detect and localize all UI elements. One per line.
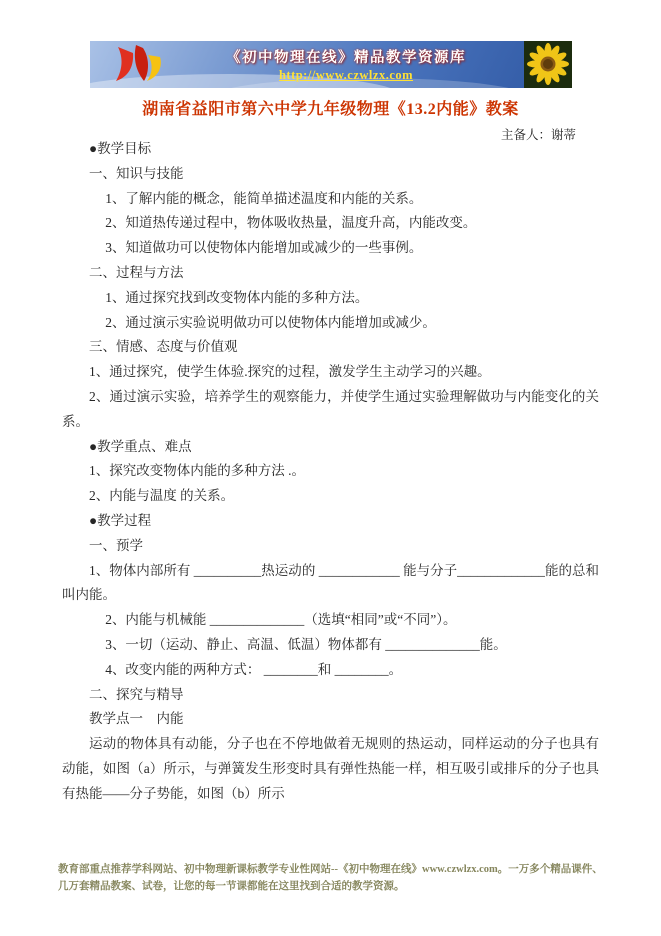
banner-site-url[interactable]: http://www.czwlzx.com [278, 68, 414, 82]
paragraph: 运动的物体具有动能，分子也在不停地做着无规则的热运动，同样运动的分子也具有动能，如图（a）所示，与弹簧发生形变时具有弹性热能一样，相互吸引或排斥的分子也具有热能――分子势能，如图（b）所示 [62, 736, 599, 801]
list-item: 2、通过演示实验，培养学生的观察能力，并使学生通过实验理解做功与内能变化的关系。 [62, 388, 599, 429]
document-body [62, 137, 599, 807]
site-banner [90, 41, 572, 88]
list-item: 1、通过探究找到改变物体内能的多种方法。 [105, 289, 369, 305]
fill-blank-item: 3、一切（运动、静止、高温、低温）物体都有 ______________能。 [105, 636, 507, 652]
fill-blank-item: 2、内能与机械能 ______________（选填“相同”或“不同”）。 [105, 612, 457, 628]
document-title: 湖南省益阳市第六中学九年级物理《13.2内能》教案 [142, 101, 519, 118]
list-item: 1、通过探究，使学生体验.探究的过程，激发学生主动学习的兴趣。 [89, 364, 491, 380]
list-item: 2、通过演示实验说明做功可以使物体内能增加或减少。 [105, 314, 436, 330]
banner-text-block [174, 41, 518, 88]
banner-site-title: 《初中物理在线》精品教学资源库 [226, 50, 466, 66]
list-item: 1、探究改变物体内能的多种方法 .。 [89, 463, 305, 479]
list-item: 1、了解内能的概念，能简单描述温度和内能的关系。 [105, 190, 423, 206]
site-logo-icon [110, 43, 166, 87]
fill-blank-item: 4、改变内能的两种方式： ________和 ________。 [105, 661, 403, 677]
section-heading: ●教学重点、难点 [89, 438, 192, 454]
sub-heading: 一、知识与技能 [89, 165, 184, 181]
sub-heading: 三、情感、态度与价值观 [89, 339, 238, 355]
author-line: 主备人：谢蒂 [500, 128, 576, 142]
footer-note: 教育部重点推荐学科网站、初中物理新课标教学专业性网站--《初中物理在线》www.czwlzx.com。一万多个精品课件、几万套精品教案、试卷，让您的每一节课都能在这里找到合适的教学资源。 [58, 864, 603, 892]
teaching-point-heading: 教学点一 内能 [89, 711, 184, 727]
section-heading: ●教学过程 [89, 512, 152, 528]
fill-blank-item: 1、物体内部所有 __________热运动的 ____________ 能与分子_____________能的总和叫内能。 [62, 562, 599, 603]
sunflower-image [524, 41, 572, 88]
list-item: 3、知道做功可以使物体内能增加或减少的一些事例。 [105, 240, 423, 256]
sub-heading: 二、过程与方法 [89, 264, 184, 280]
list-item: 2、内能与温度 的关系。 [89, 488, 235, 504]
section-heading: ●教学目标 [89, 141, 152, 156]
list-item: 2、知道热传递过程中，物体吸收热量，温度升高，内能改变。 [105, 215, 477, 231]
sub-heading: 一、预学 [89, 537, 143, 553]
sub-heading: 二、探究与精导 [89, 686, 184, 702]
